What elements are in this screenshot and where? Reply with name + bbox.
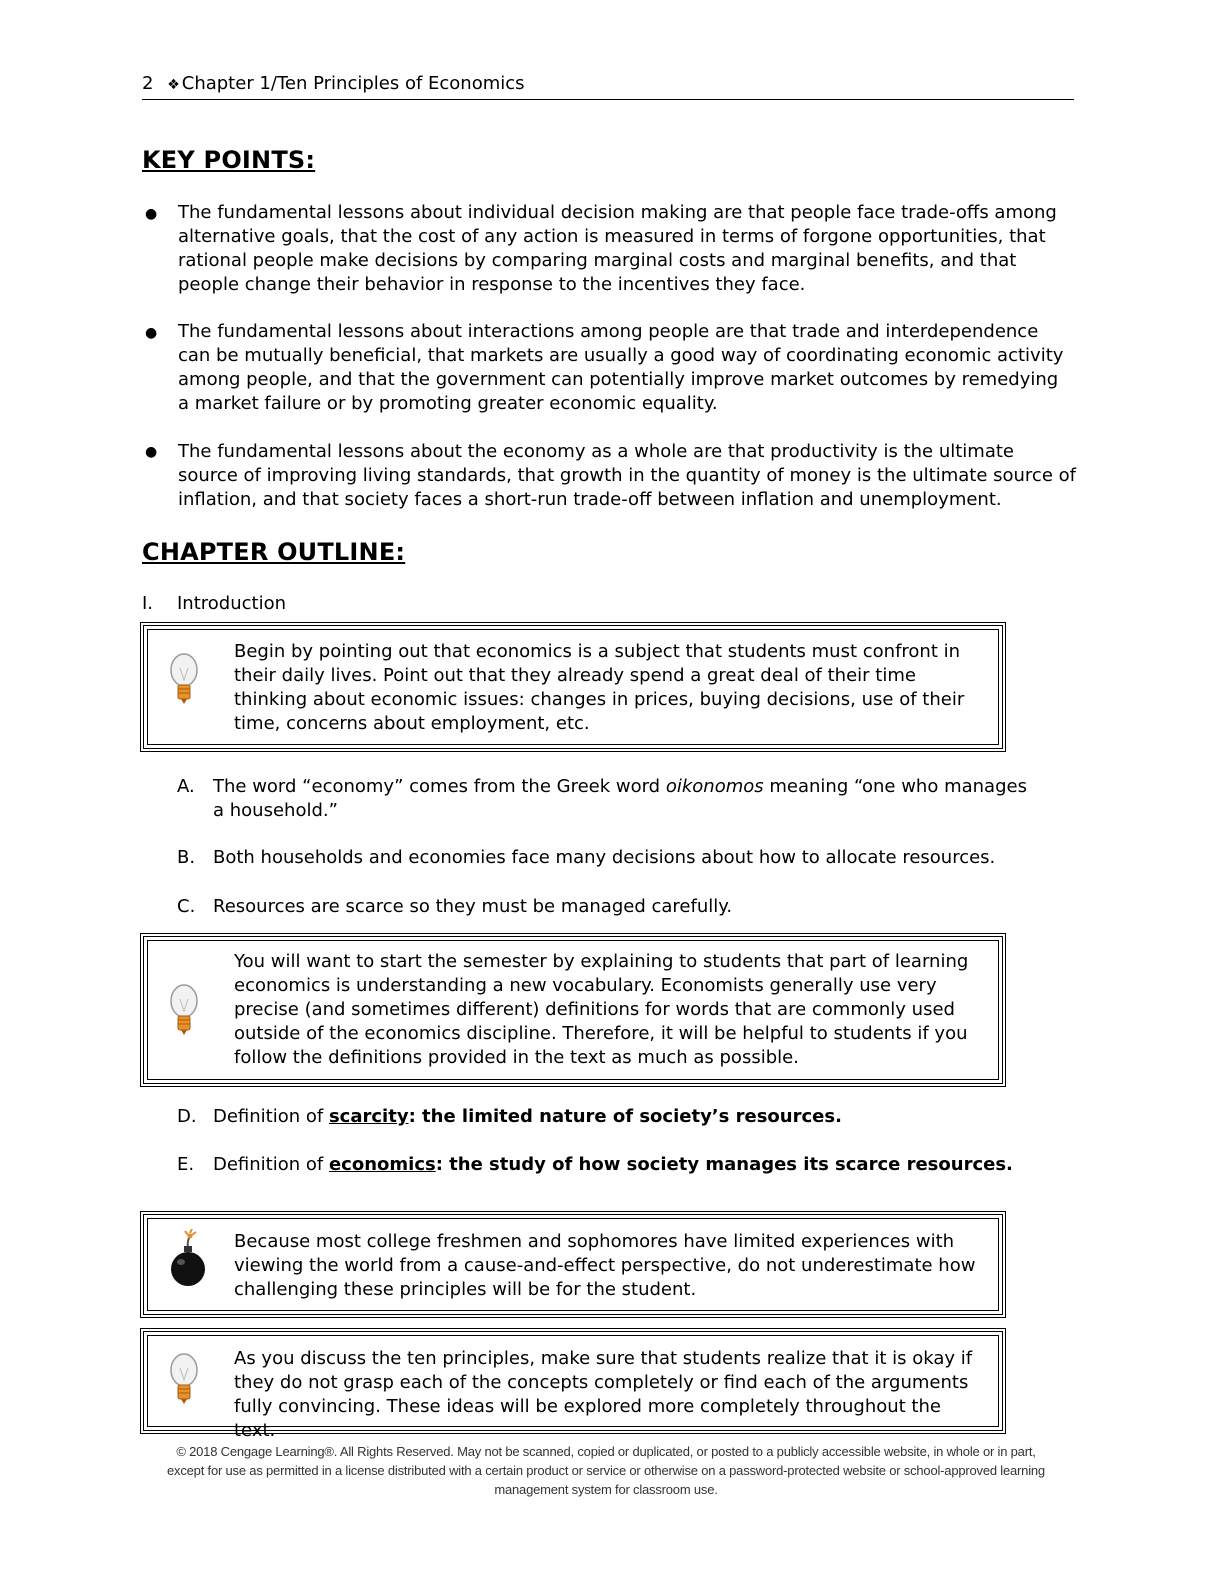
tip-text: As you discuss the ten principles, make sure that students realize that it is okay if they do not grasp each of the concepts completely or find each of the arguments fully convincing. These ideas will be explored more completely throughout the text. [234,1348,973,1441]
lightbulb-icon [168,1350,200,1414]
key-point-1: The fundamental lessons about individual decision making are that people face trade-offs among alternative goals, that the cost of any action is measured in terms of forgone opportunities, that rational people make decisions by comparing marginal costs and marginal benefits, and that people change their behavior in response to the incentives they face. [178,202,1057,295]
outline-marker-B: B. [177,847,196,868]
item-text: The word “economy” comes from the Greek word [213,776,666,797]
bullet-icon: ● [145,325,158,341]
item-text: meaning “one who manages a household.” [213,776,1027,821]
bullet-icon: ● [145,206,158,222]
lightbulb-icon [168,650,200,714]
outline-item-E [213,1153,1073,1177]
outline-marker-A: A. [177,776,195,797]
lightbulb-icon [168,981,200,1045]
chapter-outline-heading: CHAPTER OUTLINE: [142,538,406,566]
definition-scarcity: : the limited nature of society’s resources. [408,1106,842,1127]
key-point-3: The fundamental lessons about the economy as a whole are that productivity is the ultimate source of improving living standards, that growth in the quantity of money is the ultimate source of inflation, and that society faces a short-run trade-off between inflation and unemployment. [178,441,1076,510]
outline-item-B: Both households and economies face many decisions about how to allocate resources. [213,847,996,868]
copyright-footer [140,1442,1072,1499]
bullet-icon: ● [145,444,158,460]
outline-marker-D: D. [177,1106,197,1127]
term-economics: economics [328,1154,436,1175]
running-header [142,72,1074,100]
outline-section-introduction: Introduction [177,593,287,614]
separator-glyph: ❖ [167,77,180,93]
outline-marker-E: E. [177,1154,195,1175]
teaching-tip-box [140,1328,1006,1441]
outline-item-A [213,775,1033,823]
tip-text: Begin by pointing out that economics is a subject that students must confront in their daily lives. Point out that they already spend a great deal of their time thinking about economic issues: changes in prices, buying decisions, use of their time, concerns about employment, etc. [234,641,965,734]
term-scarcity: scarcity [328,1106,409,1127]
greek-word: oikonomos [665,776,764,797]
footer-line: management system for classroom use. [494,1482,718,1497]
outline-item-C: Resources are scarce so they must be managed carefully. [213,896,733,917]
warning-text: Because most college freshmen and sophomores have limited experiences with viewing the world from a cause-and-effect perspective, do not underestimate how challenging these principles will be for the student. [234,1231,976,1300]
item-text: Definition of [213,1106,329,1127]
footer-line: except for use as permitted in a license distributed with a certain product or service or otherwise on a password-protected website or school-approved learning [167,1463,1045,1478]
bomb-icon [168,1229,208,1297]
footer-line: © 2018 Cengage Learning®. All Rights Reserved. May not be scanned, copied or duplicated, or posted to a publicly accessible website, in whole or in part, [176,1444,1036,1459]
outline-marker-C: C. [177,896,196,917]
teaching-tip-box [140,933,1006,1087]
definition-economics: : the study of how society manages its scarce resources. [435,1154,1013,1175]
key-points-heading: KEY POINTS: [142,146,316,174]
outline-item-D [213,1105,1073,1129]
warning-box [140,1211,1006,1318]
key-point-2: The fundamental lessons about interactions among people are that trade and interdependence can be mutually beneficial, that markets are usually a good way of coordinating economic activity among people, and that the government can potentially improve market outcomes by remedying a market failure or by promoting greater economic equality. [178,321,1064,414]
item-text: Definition of [213,1154,329,1175]
chapter-title: Chapter 1/Ten Principles of Economics [181,73,525,94]
tip-text: You will want to start the semester by explaining to students that part of learning economics is understanding a new vocabulary. Economists generally use very precise (and sometimes different) definitions for words that are commonly used outside of the economics discipline. Therefore, it will be helpful to students if you follow the definitions provided in the text as much as possible. [234,951,969,1068]
page-number: 2 [142,73,154,94]
teaching-tip-box [140,622,1006,752]
outline-marker-I: I. [142,593,154,614]
